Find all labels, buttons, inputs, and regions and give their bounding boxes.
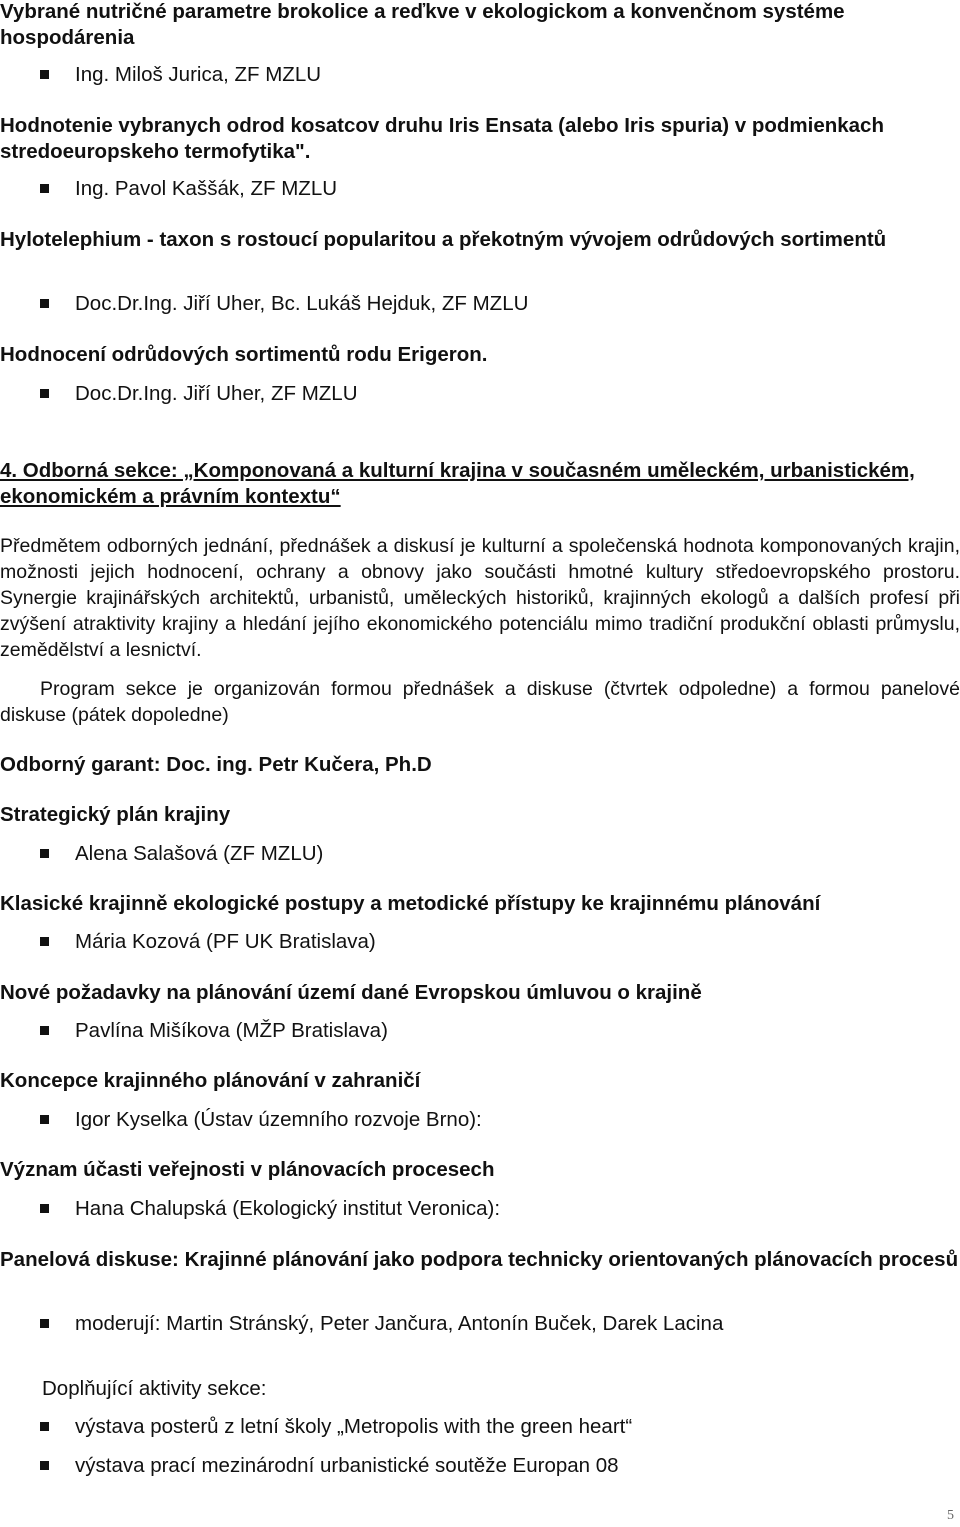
bullet-square-icon bbox=[40, 1319, 49, 1328]
author-text: Ing. Miloš Jurica, ZF MZLU bbox=[75, 63, 322, 86]
bullet-square-icon bbox=[40, 1115, 49, 1124]
section-paragraph: Předmětem odborných jednání, přednášek a diskusí je kulturní a společenská hodnota komponovaných krajin, možnosti jejich hodnocení, ochrany a obnovy jako součásti hmotné kultury středoevropského prostoru. Synergie krajinářských architektů, urbanistů, uměleckých historiků, krajinných ekologů a dalších profesí při zvýšení atraktivity krajiny a hledání jejího ekonomického potenciálu mimo tradiční produkční oblasti průmyslu, zemědělství a lesnictví. bbox=[0, 535, 960, 661]
author-bullet bbox=[0, 1196, 960, 1222]
page-number: 5 bbox=[947, 1508, 954, 1523]
author-bullet bbox=[0, 381, 960, 407]
item-title: Vybrané nutričné parametre brokolice a reďkve v ekologickom a konvenčnom systéme hospodárenia bbox=[0, 0, 845, 49]
author-bullet bbox=[0, 62, 960, 88]
author-bullet bbox=[0, 1018, 960, 1044]
author-bullet bbox=[0, 176, 960, 202]
bullet-square-icon bbox=[40, 1026, 49, 1035]
author-text: Igor Kyselka (Ústav územního rozvoje Brno): bbox=[75, 1108, 482, 1131]
author-text: Hana Chalupská (Ekologický institut Veronica): bbox=[75, 1197, 501, 1220]
bullet-square-icon bbox=[40, 70, 49, 79]
talk-title: Panelová diskuse: Krajinné plánování jako podpora technicky orientovaných plánovacích procesů bbox=[0, 1248, 959, 1271]
item-title: Hodnotenie vybranych odrod kosatcov druhu Iris Ensata (alebo Iris spuria) v podmienkach stredoeuropskeho termofytika". bbox=[0, 114, 884, 163]
bullet-square-icon bbox=[40, 1461, 49, 1470]
author-text: Mária Kozová (PF UK Bratislava) bbox=[75, 930, 376, 953]
bullet-square-icon bbox=[40, 184, 49, 193]
author-text: Doc.Dr.Ing. Jiří Uher, ZF MZLU bbox=[75, 382, 358, 405]
bullet-square-icon bbox=[40, 389, 49, 398]
author-bullet bbox=[0, 1311, 960, 1337]
program-paragraph: Program sekce je organizován formou přednášek a diskuse (čtvrtek odpoledne) a formou panelové diskuse (pátek dopoledne) bbox=[0, 678, 960, 726]
author-bullet bbox=[0, 291, 960, 317]
author-text: Alena Salašová (ZF MZLU) bbox=[75, 842, 324, 865]
bullet-square-icon bbox=[40, 299, 49, 308]
talk-title: Nové požadavky na plánování území dané Evropskou úmluvou o krajině bbox=[0, 981, 702, 1004]
talk-title: Klasické krajinně ekologické postupy a metodické přístupy ke krajinnému plánování bbox=[0, 892, 821, 915]
author-text: moderují: Martin Stránský, Peter Jančura, Antonín Buček, Darek Lacina bbox=[75, 1312, 724, 1335]
garant-line: Odborný garant: Doc. ing. Petr Kučera, Ph.D bbox=[0, 753, 432, 776]
section-heading: 4. Odborná sekce: „Komponovaná a kulturní krajina v současném uměleckém, urbanistickém, ekonomickém a právním kontextu“ bbox=[0, 459, 915, 508]
activities-heading: Doplňující aktivity sekce: bbox=[42, 1377, 267, 1400]
author-text: Ing. Pavol Kaššák, ZF MZLU bbox=[75, 177, 338, 200]
author-text: Doc.Dr.Ing. Jiří Uher, Bc. Lukáš Hejduk, ZF MZLU bbox=[75, 292, 529, 315]
author-text: Pavlína Mišíkova (MŽP Bratislava) bbox=[75, 1019, 388, 1042]
bullet-square-icon bbox=[40, 1204, 49, 1213]
talk-title: Strategický plán krajiny bbox=[0, 803, 231, 826]
author-bullet bbox=[0, 929, 960, 955]
activity-bullet bbox=[0, 1453, 960, 1479]
item-title: Hylotelephium - taxon s rostoucí popularitou a překotným vývojem odrůdových sortimentů bbox=[0, 228, 887, 251]
talk-title: Význam účasti veřejnosti v plánovacích procesech bbox=[0, 1158, 495, 1181]
author-bullet bbox=[0, 841, 960, 867]
bullet-square-icon bbox=[40, 937, 49, 946]
activity-text: výstava posterů z letní školy „Metropolis with the green heart“ bbox=[75, 1415, 633, 1438]
bullet-square-icon bbox=[40, 849, 49, 858]
author-bullet bbox=[0, 1107, 960, 1133]
activity-text: výstava prací mezinárodní urbanistické soutěže Europan 08 bbox=[75, 1454, 619, 1477]
talk-title: Koncepce krajinného plánování v zahraničí bbox=[0, 1069, 421, 1092]
activity-bullet bbox=[0, 1414, 960, 1440]
item-title: Hodnocení odrůdových sortimentů rodu Erigeron. bbox=[0, 343, 488, 366]
bullet-square-icon bbox=[40, 1422, 49, 1431]
